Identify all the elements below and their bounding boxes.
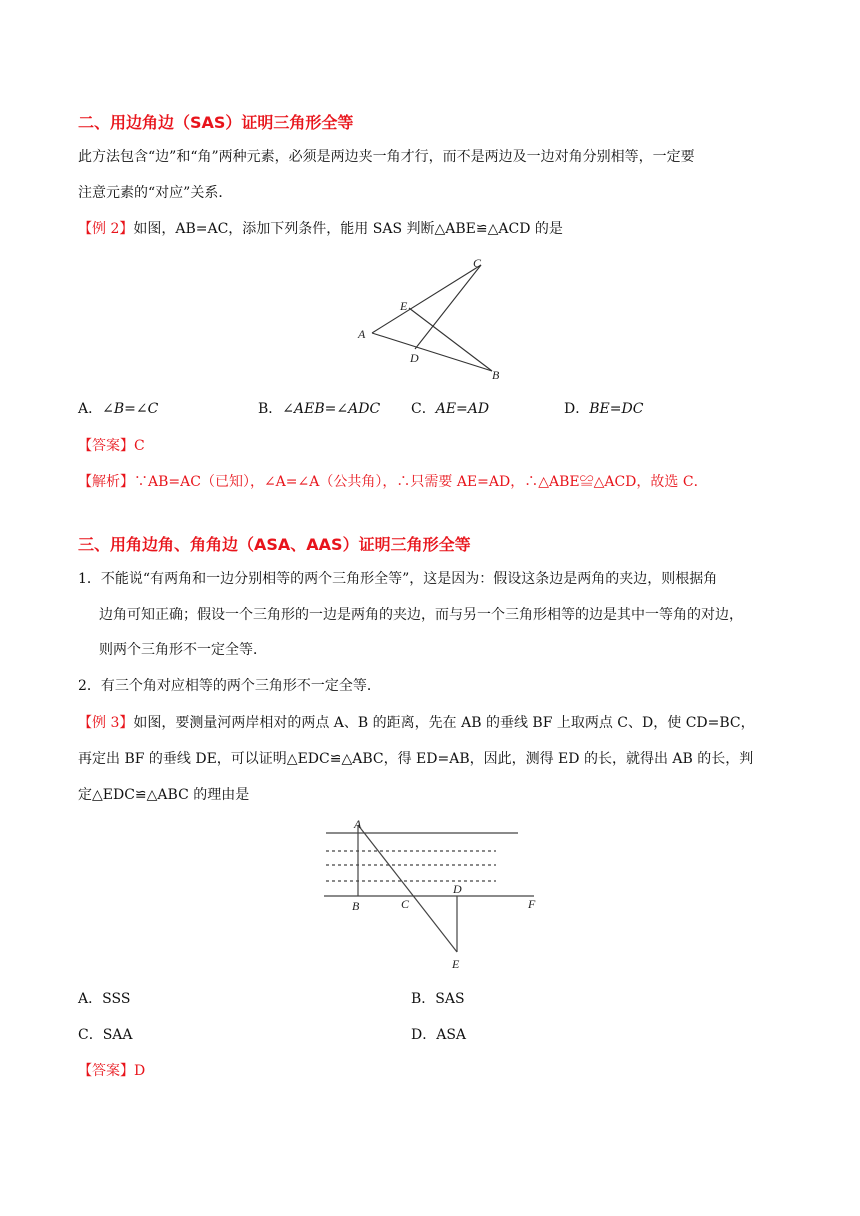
line-CD (415, 265, 481, 349)
example-3-answer: 【答案】D (78, 1063, 146, 1079)
label-A: A (354, 817, 362, 831)
section-2-paragraph-line-1: 此方法包含“边”和“角”两种元素，必须是两边夹一角才行，而不是两边及一边对角分别相等，一定要 (78, 149, 695, 165)
section-3-item-2: 2．有三个角对应相等的两个三角形不一定全等． (78, 678, 381, 694)
label-B: B (492, 368, 500, 382)
section-3-title: 三、用角边角、角角边（ASA、AAS）证明三角形全等 (78, 535, 471, 554)
example-2-option-c: C．AE=AD (411, 401, 490, 417)
example-3-figure (318, 815, 548, 975)
section-3-item-1-line-2: 边角可知正确；假设一个三角形的一边是两角的夹边，而与另一个三角形相等的边是其中一等角的对边， (99, 607, 743, 623)
label-D: D (453, 882, 462, 896)
example-2-answer: 【答案】C (78, 438, 145, 454)
section-2-title: 二、用边角边（SAS）证明三角形全等 (78, 113, 354, 132)
example-3-option-c: C．SAA (78, 1027, 133, 1043)
label-C: C (473, 256, 482, 270)
label-D: D (410, 351, 419, 365)
label-B: B (352, 899, 360, 913)
example-2-tag: 【例 2】 (78, 221, 134, 237)
line-AB (372, 333, 492, 371)
label-F: F (528, 897, 536, 911)
example-2-text: 如图，AB=AC，添加下列条件，能用 SAS 判断△ABE≌△ACD 的是 (133, 221, 563, 237)
section-3-item-1-line-3: 则两个三角形不一定全等． (99, 642, 267, 658)
example-3-question-line-3: 定△EDC≌△ABC 的理由是 (78, 787, 250, 803)
line-EB (409, 308, 492, 371)
example-2-figure (350, 252, 520, 387)
example-3-option-d: D．ASA (411, 1027, 467, 1043)
example-3-option-a: A．SSS (78, 991, 131, 1007)
line-AC (372, 265, 481, 333)
example-2-option-d: D．BE=DC (564, 401, 644, 417)
label-C: C (401, 897, 410, 911)
example-3-question-line-1: 【例 3】如图，要测量河两岸相对的两点 A、B 的距离，先在 AB 的垂线 BF 上取两点 C、D，使 CD=BC， (78, 715, 755, 731)
section-2-paragraph-line-2: 注意元素的“对应”关系． (78, 185, 233, 201)
example-3-option-b: B．SAS (411, 991, 465, 1007)
segment-AE (358, 825, 457, 952)
example-2-question (78, 219, 563, 239)
example-3-question-line-2: 再定出 BF 的垂线 DE，可以证明△EDC≌△ABC，得 ED=AB，因此，测得 ED 的长，就得出 AB 的长，判 (78, 751, 754, 767)
label-A: A (358, 327, 366, 341)
example-2-analysis: 【解析】∵AB=AC（已知），∠A=∠A（公共角），∴只需要 AE=AD，∴△ABE≌△ACD，故选 C． (78, 474, 708, 490)
label-E: E (400, 299, 408, 313)
example-2-option-b: B．∠AEB=∠ADC (258, 401, 381, 417)
label-E: E (452, 957, 460, 971)
section-3-item-1-line-1: 1．不能说“有两角和一边分别相等的两个三角形全等”，这是因为：假设这条边是两角的夹边，则根据角 (78, 571, 718, 587)
example-2-option-a: A．∠B=∠C (78, 401, 159, 417)
example-3-tag: 【例 3】 (78, 715, 134, 731)
